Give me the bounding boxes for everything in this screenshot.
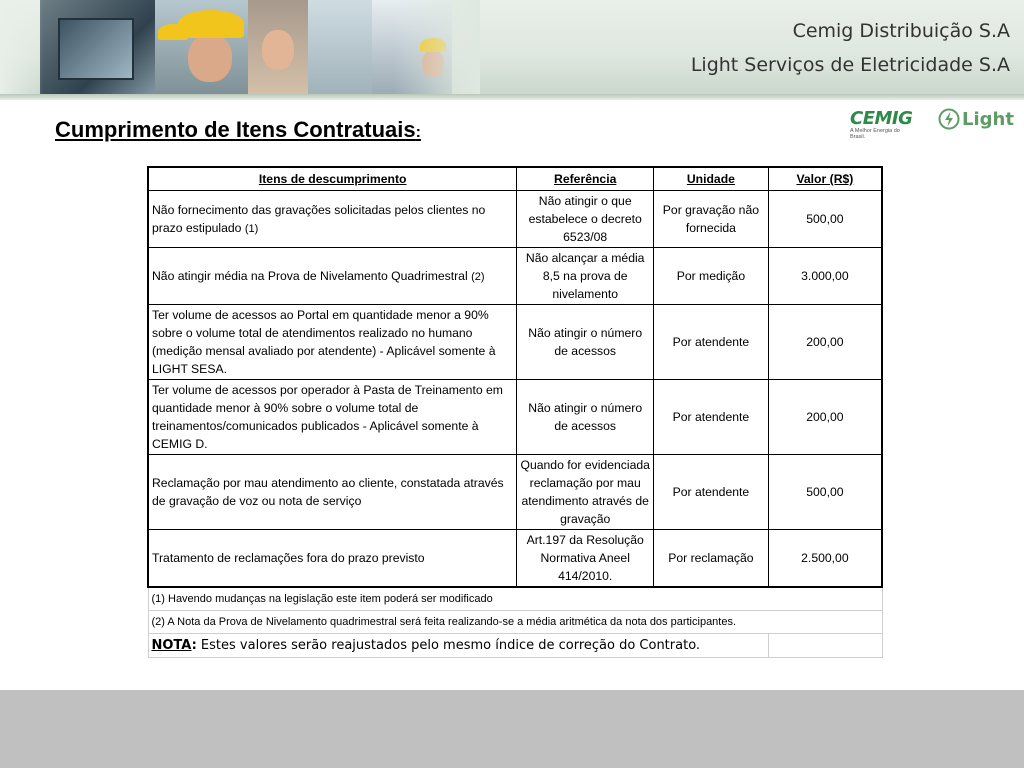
referencia-cell: Não atingir o número de acessos [517,305,654,380]
nota-text: Estes valores serão reajustados pelo mesmo índice de correção do Contrato. [196,637,701,653]
light-logo: Light [938,108,1014,130]
header-banner [0,0,1024,98]
header-referencia: Referência [517,167,654,191]
header-valor: Valor (R$) [768,167,882,191]
referencia-cell: Quando for evidenciada reclamação por mau atendimento através de gravação [517,455,654,530]
footnote-2: (2) A Nota da Prova de Nivelamento quadrimestral será feita realizando-se a média aritmética da nota dos participantes. [148,611,882,634]
referencia-cell: Art.197 da Resolução Normativa Aneel 414/2010. [517,530,654,588]
referencia-cell: Não atingir o que estabelece o decreto 6523/08 [517,191,654,248]
nota-empty-cell [768,634,882,658]
header-itens: Itens de descumprimento [148,167,517,191]
table-row [148,248,882,305]
unidade-cell: Por gravação não fornecida [654,191,769,248]
table-row [148,455,882,530]
valor-cell: 500,00 [768,455,882,530]
nota-label: NOTA [151,637,192,653]
light-bolt-icon [938,108,960,130]
unidade-cell: Por medição [654,248,769,305]
referencia-cell: Não atingir o número de acessos [517,380,654,455]
unidade-cell: Por atendente [654,455,769,530]
footnote-row [148,611,882,634]
footer-band [0,690,1024,768]
item-cell: Ter volume de acessos por operador à Pasta de Treinamento em quantidade menor à 90% sobre o volume total de treinamentos/comunicados publicados - Aplicável somente à CEMIG D. [148,380,517,455]
nota-row [148,634,882,658]
penalty-table [147,166,883,658]
unidade-cell: Por atendente [654,380,769,455]
valor-cell: 3.000,00 [768,248,882,305]
table-row [148,530,882,588]
header-photo-collage [0,0,470,98]
table-header-row [148,167,882,191]
page-title: Cumprimento de Itens Contratuais: [55,117,421,142]
company-name-cemig: Cemig Distribuição S.A [792,20,1010,42]
unidade-cell: Por reclamação [654,530,769,588]
table-row [148,380,882,455]
item-cell: Ter volume de acessos ao Portal em quantidade menor a 90% sobre o volume total de atendimentos realizado no humano (medição mensal avaliado por atendente) - Aplicável somente à LIGHT SESA. [148,305,517,380]
company-name-light: Light Serviços de Eletricidade S.A [690,54,1010,76]
cemig-logo: CEMIG A Melhor Energia do Brasil. [850,108,913,140]
item-cell: Não fornecimento das gravações solicitadas pelos clientes no prazo estipulado (1) [148,191,517,248]
valor-cell: 200,00 [768,380,882,455]
item-cell: Tratamento de reclamações fora do prazo previsto [148,530,517,588]
footnote-1: (1) Havendo mudanças na legislação este item poderá ser modificado [148,587,882,611]
unidade-cell: Por atendente [654,305,769,380]
header-unidade: Unidade [654,167,769,191]
item-cell: Não atingir média na Prova de Nivelamento Quadrimestral (2) [148,248,517,305]
valor-cell: 2.500,00 [768,530,882,588]
referencia-cell: Não alcançar a média 8,5 na prova de nivelamento [517,248,654,305]
table-row [148,305,882,380]
valor-cell: 500,00 [768,191,882,248]
item-cell: Reclamação por mau atendimento ao cliente, constatada através de gravação de voz ou nota de serviço [148,455,517,530]
valor-cell: 200,00 [768,305,882,380]
table-row [148,191,882,248]
footnote-row [148,587,882,611]
nota-cell: NOTA: Estes valores serão reajustados pelo mesmo índice de correção do Contrato. [148,634,768,658]
